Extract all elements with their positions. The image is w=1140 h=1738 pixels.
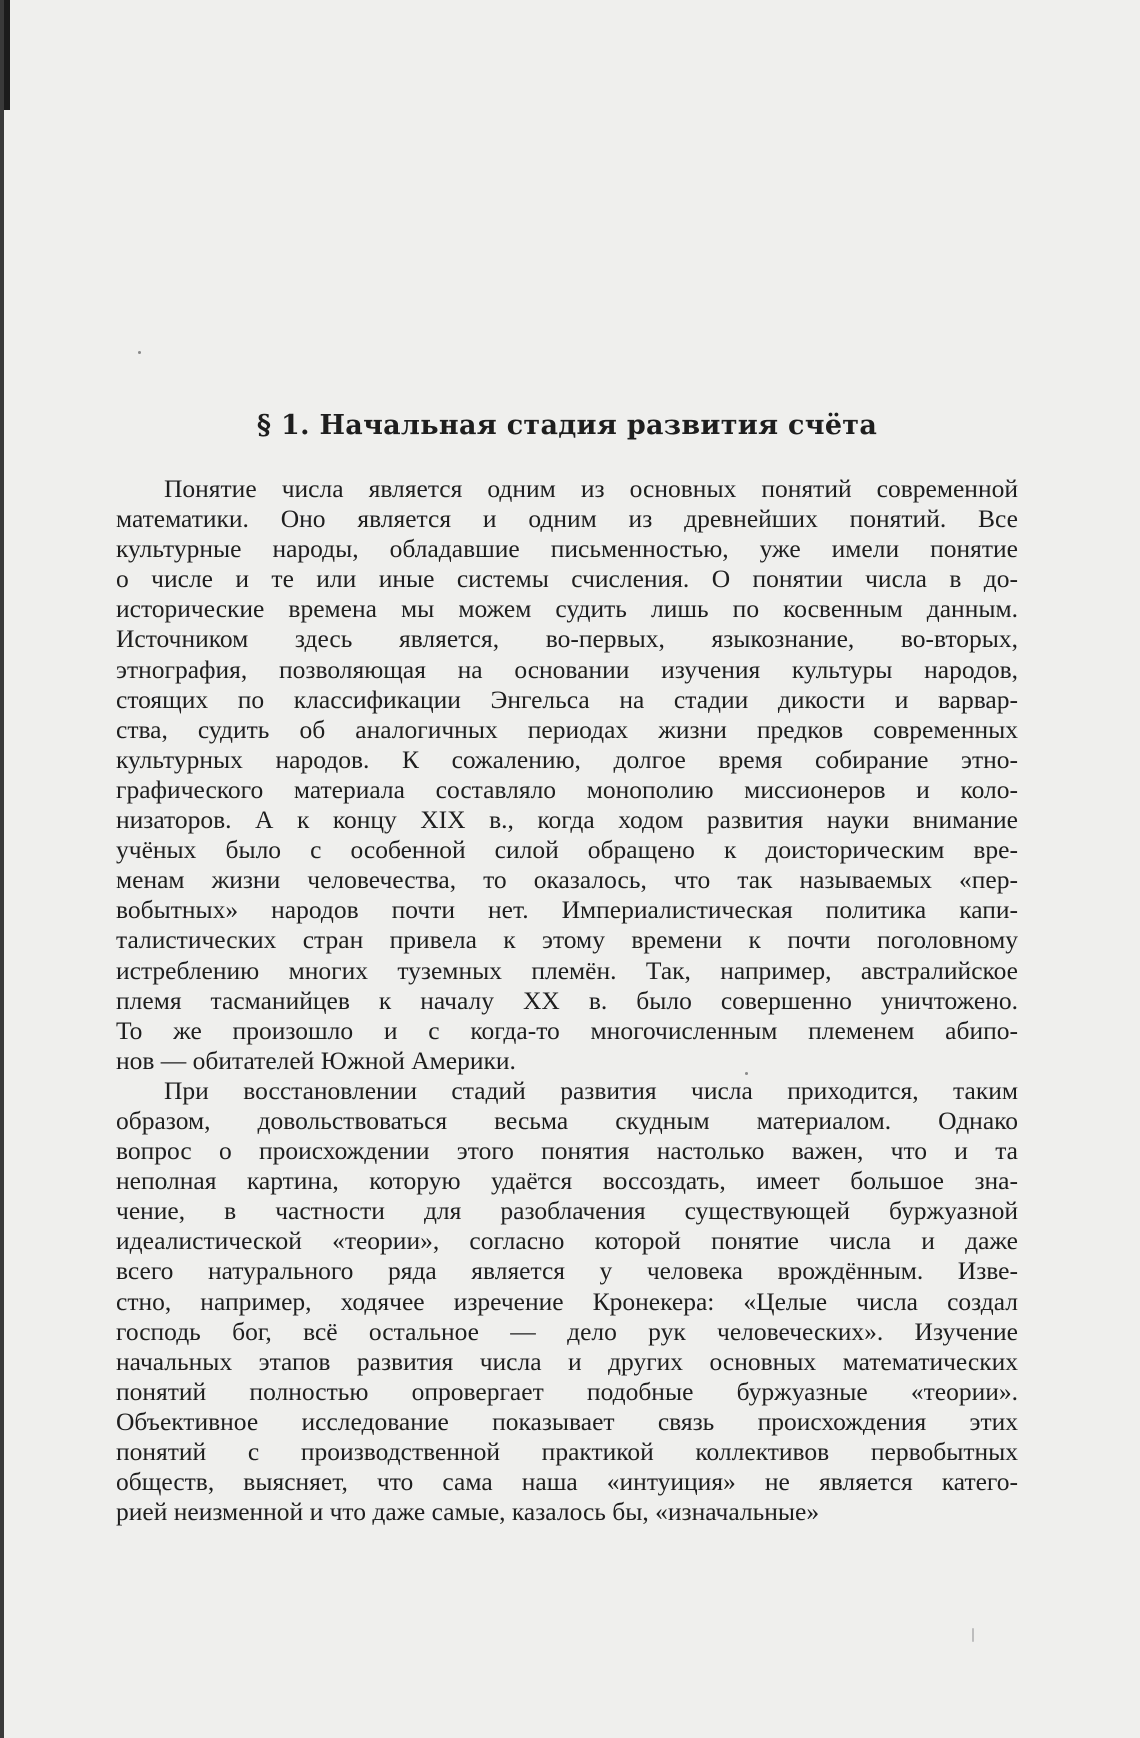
paragraph-line: математики. Оно является и одним из древнейших понятий. Все: [116, 504, 1018, 534]
paragraph-line: вобытных» народов почти нет. Империалистическая политика капи-: [116, 895, 1018, 925]
paragraph-line: менам жизни человечества, то оказалось, что так называемых «пер-: [116, 865, 1018, 895]
paragraph-line: о числе и те или иные системы счисления. О понятии числа в до-: [116, 564, 1018, 594]
paragraph-line: понятий полностью опровергает подобные буржуазные «теории».: [116, 1376, 1018, 1406]
paragraph-line: чение, в частности для разоблачения существующей буржуазной: [116, 1196, 1018, 1226]
paragraph-line: господь бог, всё остальное — дело рук человеческих». Изучение: [116, 1316, 1018, 1346]
paragraph-line: исторические времена мы можем судить лишь по косвенным данным.: [116, 594, 1018, 624]
paragraph-line: вопрос о происхождении этого понятия настолько важен, что и та: [116, 1136, 1018, 1166]
paragraph-line: племя тасманийцев к началу XX в. было совершенно уничтожено.: [116, 985, 1018, 1015]
paragraph-line: образом, довольствоваться весьма скудным материалом. Однако: [116, 1105, 1018, 1135]
paragraph-line: учёных было с особенной силой обращено к доисторическим вре-: [116, 835, 1018, 865]
scan-speck: [972, 1628, 974, 1642]
paragraph-line: Объективное исследование показывает связь происхождения этих: [116, 1406, 1018, 1436]
paragraph-line: рией неизменной и что даже самые, казалось бы, «изначальные»: [116, 1497, 820, 1527]
paragraph-line: Источником здесь является, во-первых, языкознание, во-вторых,: [116, 624, 1018, 654]
paragraph-line: талистических стран привела к этому времени к почти поголовному: [116, 925, 1018, 955]
paragraph-line: этнография, позволяющая на основании изучения культуры народов,: [116, 654, 1018, 684]
paragraph-line: идеалистической «теории», согласно которой понятие числа и даже: [116, 1226, 1018, 1256]
scan-speck: [138, 351, 141, 354]
paragraph-line: При восстановлении стадий развития числа приходится, таким: [164, 1075, 1018, 1105]
paragraph-line: всего натурального ряда является у человека врождённым. Изве-: [116, 1256, 1018, 1286]
paragraph-line: графического материала составляло монополию миссионеров и коло-: [116, 774, 1018, 804]
paragraph-line: обществ, выясняет, что сама наша «интуиция» не является катего-: [116, 1467, 1018, 1497]
paragraph-line: низаторов. А к концу XIX в., когда ходом развития науки внимание: [116, 805, 1018, 835]
paragraph-line: начальных этапов развития числа и других основных математических: [116, 1346, 1018, 1376]
paragraph-line: нов — обитателей Южной Америки.: [116, 1045, 516, 1075]
paragraph-line: ства, судить об аналогичных периодах жизни предков современных: [116, 714, 1018, 744]
paragraph-line: понятий с производственной практикой коллективов первобытных: [116, 1437, 1018, 1466]
paragraph-line: неполная картина, которую удаётся воссоздать, имеет большое зна-: [116, 1166, 1018, 1196]
paragraph-line: стно, например, ходячее изречение Кронекера: «Целые числа создал: [116, 1286, 1018, 1316]
paragraph-line: культурные народы, обладавшие письменностью, уже имели понятие: [116, 534, 1018, 564]
paragraph-line: истреблению многих туземных племён. Так, например, австралийское: [116, 955, 1018, 985]
body-text: [116, 474, 1018, 1527]
paragraph-line: культурных народов. К сожалению, долгое время собирание этно-: [116, 744, 1018, 774]
section-heading: § 1. Начальная стадия развития счёта: [256, 410, 878, 441]
paragraph-line: Понятие числа является одним из основных понятий современной: [164, 474, 1018, 503]
paragraph-line: То же произошло и с когда-то многочисленным племенем абипо-: [116, 1015, 1018, 1045]
scan-edge-mark: [4, 0, 10, 110]
paragraph-line: стоящих по классификации Энгельса на стадии дикости и варвар-: [116, 684, 1018, 714]
